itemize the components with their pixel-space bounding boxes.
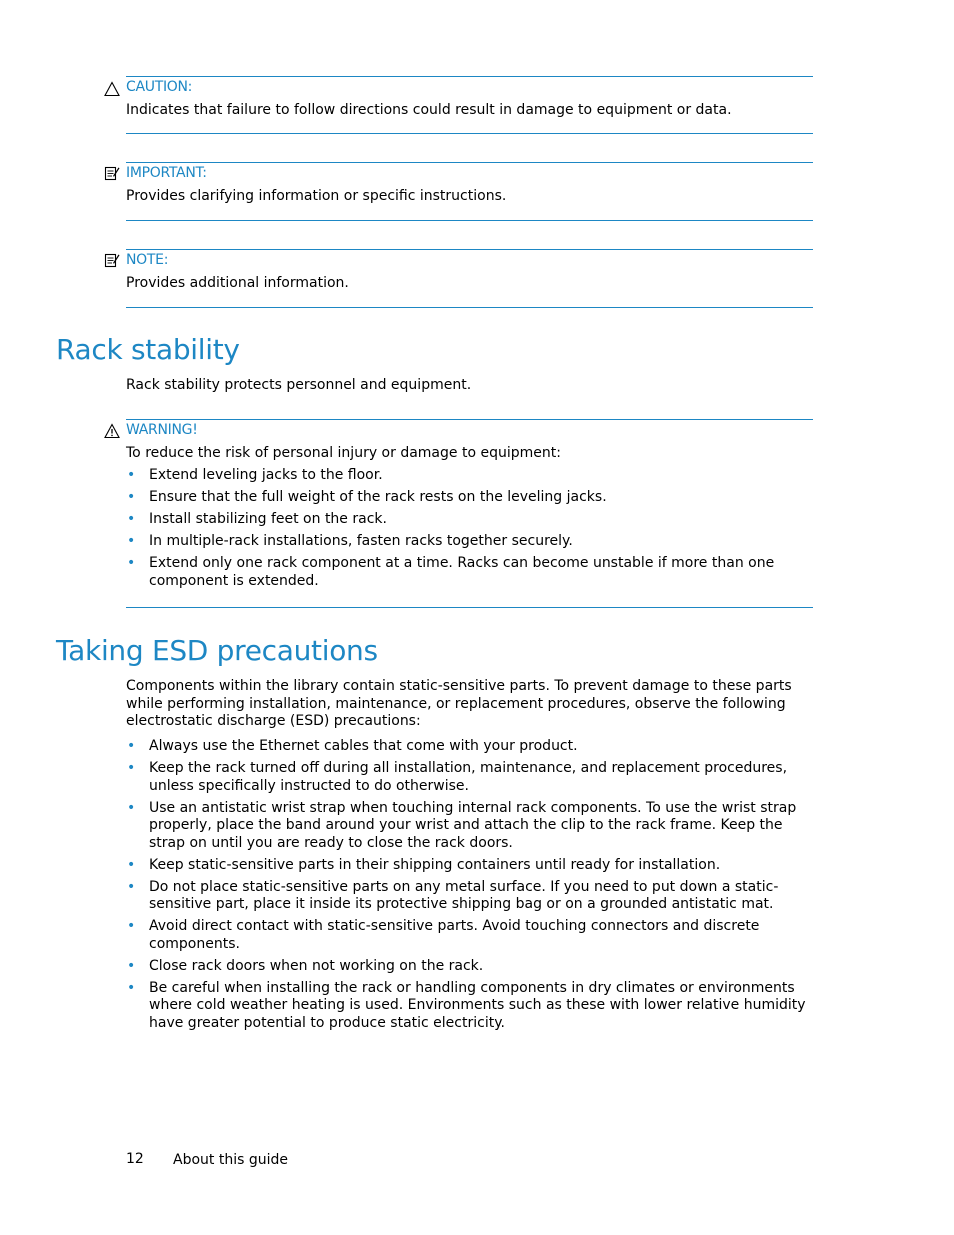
list-item-text: Ensure that the full weight of the rack rests on the leveling jacks. (149, 489, 607, 505)
list-item-text: Be careful when installing the rack or handling components in dry climates or environments where cold weather heating is used. Environments such as these with lower relative humidity have greater potential to produce static electricity. (149, 979, 806, 1031)
bullet-icon: • (127, 799, 136, 816)
warning-bullet-list (126, 467, 806, 590)
list-item (126, 760, 811, 795)
list-item (126, 467, 806, 485)
esd-intro: Components within the library contain static-sensitive parts. To prevent damage to these parts while performing installation, maintenance, or replacement procedures, observe the following electrostatic discharge (ESD) precautions: (126, 678, 792, 729)
list-item (126, 918, 811, 953)
list-item-text: Install stabilizing feet on the rack. (149, 511, 387, 527)
list-item (126, 511, 806, 529)
list-item (126, 800, 811, 853)
list-item (126, 738, 811, 756)
list-item (126, 533, 806, 551)
bullet-icon: • (127, 856, 136, 873)
list-item (126, 980, 811, 1033)
notice-bottom-rule (126, 133, 813, 134)
caution-triangle-icon (104, 81, 120, 97)
bullet-icon: • (127, 979, 136, 996)
notice-top-rule (126, 162, 813, 163)
note-text: Provides additional information. (126, 275, 349, 291)
bullet-icon: • (127, 533, 136, 549)
bullet-icon: • (127, 738, 136, 754)
caution-text: Indicates that failure to follow directions could result in damage to equipment or data. (126, 102, 732, 118)
notice-top-rule (126, 249, 813, 250)
list-item-text: Close rack doors when not working on the rack. (149, 957, 484, 974)
bullet-icon: • (127, 760, 136, 776)
list-item (126, 489, 806, 507)
list-item (126, 857, 811, 875)
list-item-text: Extend leveling jacks to the floor. (149, 467, 383, 483)
section-heading-esd-precautions: Taking ESD precautions (56, 634, 378, 667)
list-item-text: Do not place static-sensitive parts on any metal surface. If you need to put down a static-sensitive part, place it inside its protective shipping bag or on a grounded antistatic mat. (149, 878, 779, 912)
list-item (126, 555, 806, 590)
list-item-text: Keep the rack turned off during all installation, maintenance, and replacement procedures, unless specifically instructed to do otherwise. (149, 760, 788, 794)
list-item-text: Keep static-sensitive parts in their shipping containers until ready for installation. (149, 856, 721, 873)
footer-section-title: About this guide (173, 1152, 288, 1168)
rack-stability-intro: Rack stability protects personnel and equipment. (126, 377, 472, 393)
list-item-text: Extend only one rack component at a time. Racks can become unstable if more than one component is extended. (149, 555, 775, 589)
list-item (126, 879, 811, 914)
list-item (126, 958, 811, 976)
bullet-icon: • (127, 555, 136, 571)
note-pad-icon (104, 252, 120, 268)
note-notice (126, 249, 813, 308)
notice-bottom-rule (126, 607, 813, 608)
bullet-icon: • (127, 467, 136, 483)
note-label: NOTE: (126, 252, 169, 268)
bullet-icon: • (127, 918, 136, 934)
page-number: 12 (126, 1151, 144, 1167)
notice-bottom-rule (126, 307, 813, 308)
bullet-icon: • (127, 878, 136, 895)
important-notice (126, 162, 813, 221)
bullet-icon: • (127, 489, 136, 505)
caution-notice (126, 76, 813, 134)
list-item-text: Use an antistatic wrist strap when touching internal rack components. To use the wrist strap properly, place the band around your wrist and attach the clip to the rack frame. Keep the strap on until you are ready to close the rack doors. (149, 799, 797, 851)
caution-label: CAUTION: (126, 79, 193, 95)
bullet-icon: • (127, 511, 136, 527)
warning-triangle-icon (104, 423, 120, 439)
important-note-icon (104, 165, 120, 181)
important-label: IMPORTANT: (126, 165, 207, 181)
list-item-text: In multiple-rack installations, fasten racks together securely. (149, 533, 573, 549)
list-item-text: Avoid direct contact with static-sensitive parts. Avoid touching connectors and discrete components. (149, 918, 760, 952)
esd-bullet-list (126, 738, 811, 1032)
list-item-text: Always use the Ethernet cables that come with your product. (149, 738, 578, 754)
warning-lead-text: To reduce the risk of personal injury or damage to equipment: (126, 445, 561, 461)
notice-bottom-rule (126, 220, 813, 221)
important-text: Provides clarifying information or specific instructions. (126, 188, 507, 204)
notice-top-rule (126, 76, 813, 77)
warning-label: WARNING! (126, 422, 198, 438)
section-heading-rack-stability: Rack stability (56, 333, 240, 366)
notice-top-rule (126, 419, 813, 420)
bullet-icon: • (127, 957, 136, 974)
